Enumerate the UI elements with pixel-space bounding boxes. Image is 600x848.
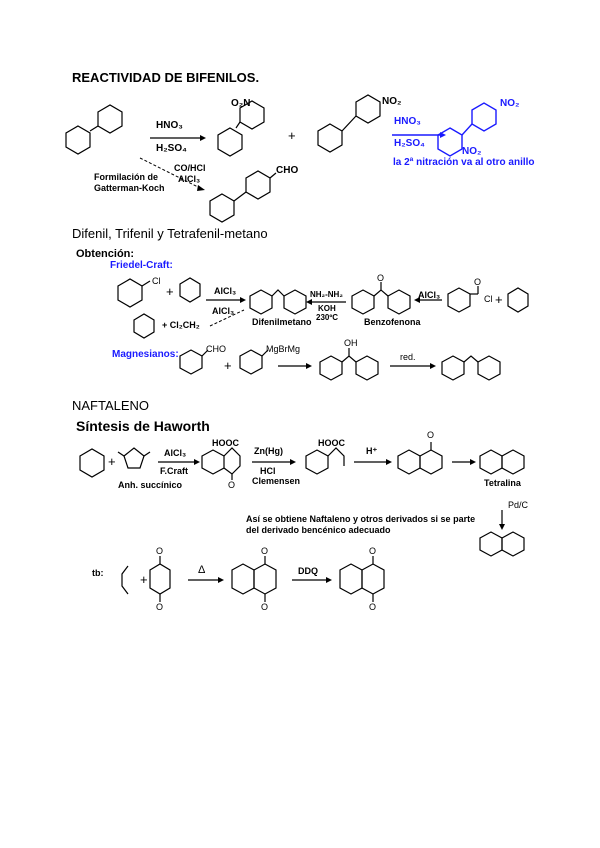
benzene-1-structure [180,278,200,302]
succinic-anhydride-structure [118,448,150,468]
label-no2-blue-2: NO₂ [462,146,482,157]
benzaldehyde-structure [180,350,208,374]
tetralone-structure [398,442,442,474]
reagent-co-hcl: CO/HCl [174,163,206,173]
label-o-keto: O [228,480,236,490]
label-benzofenona: Benzofenona [364,317,421,327]
reagent-alcl3-haworth: AlCl₃ [164,448,187,458]
label-o-q6: O [369,602,377,612]
label-mgbrmg: MgBrMg [266,344,301,354]
reagent-koh: KOH [318,304,336,313]
label-cl-1: Cl [152,276,161,286]
naphthalene-structure [480,532,524,556]
reagent-hcl: HCl [260,466,276,476]
label-formilacion: Formilación de [94,172,159,182]
reagent-znhg: Zn(Hg) [254,446,283,456]
label-o2n: O₂N [231,98,251,109]
label-red: red. [400,352,416,362]
plus-sign-2: + [166,284,174,299]
label-o-q1: O [156,546,164,556]
reagent-alcl3-fc2: AlCl₃ [212,306,235,316]
label-delta: Δ [198,564,206,576]
label-o-q5: O [369,546,377,556]
label-difenilmetano: Difenilmetano [252,317,312,327]
ketoacid-structure [202,448,240,480]
label-magnesianos: Magnesianos: [112,349,179,360]
reagent-pdc: Pd/C [508,500,529,510]
plus-sign-5: + [108,454,116,469]
biphenyl-carbaldehyde-structure [210,171,276,222]
diphenylmethane-2-structure [442,356,500,380]
benzophenone-structure [352,282,410,314]
label-tb: tb: [92,568,104,578]
section-title-metanos: Difenil, Trifenil y Tetrafenil-metano [72,226,268,241]
naphthoquinone-structure [340,556,384,602]
plus-sign-3: + [495,292,503,307]
section-title-naftaleno: NAFTALENO [72,398,150,413]
label-obtencion: Obtención: [76,248,135,260]
section-title-bifenilos: REACTIVIDAD DE BIFENILOS. [72,70,260,85]
nitrobiphenyl-para-structure [318,95,380,152]
note-naftaleno-1: Así se obtiene Naftaleno y otros derivados si se parte [246,514,476,524]
label-cho-2: CHO [206,344,226,354]
butadiene-structure [122,566,128,594]
label-hooc-1: HOOC [212,438,239,448]
reagent-hno3-2: HNO₃ [394,116,421,127]
note-naftaleno-2: del derivado bencénico adecuado [246,525,391,535]
note-second-nitration: la 2ª nitración va al otro anillo [393,157,535,168]
adduct-structure [232,556,276,602]
reagent-ddq: DDQ [298,566,318,576]
nitrobiphenyl-ortho-structure [218,101,264,156]
plus-sign-4: + [224,358,232,373]
benzoyl-chloride-structure [448,286,478,312]
label-gatterman: Gatterman-Koch [94,183,165,193]
benzyl-chloride-structure [118,279,150,307]
reagent-alcl3-gk: AlCl₃ [178,174,201,184]
reagent-h2so4-2: H₂SO₄ [394,138,425,149]
benzene-3-structure [508,288,528,312]
diphenylmethanol-structure [320,348,378,380]
label-hooc-2: HOOC [318,438,345,448]
label-cho-1: CHO [276,165,299,176]
phenylmagnesium-structure [240,350,268,374]
label-friedel-craft: Friedel-Craft: [110,260,173,271]
reagent-hno3-1: HNO₃ [156,120,183,131]
tetralin-structure [480,450,524,474]
diphenylmethane-structure [250,290,306,314]
reagent-hplus: H⁺ [366,446,378,456]
label-tetralina: Tetralina [484,478,521,488]
label-fcraft: F.Craft [160,466,189,476]
reagent-temp: 230ºC [316,313,339,322]
phenylbutanoic-acid-structure [306,448,344,474]
label-oh: OH [344,338,358,348]
benzene-2-structure [134,314,154,338]
label-clemensen: Clemensen [252,476,301,486]
label-no2-blue-1: NO₂ [500,98,520,109]
label-o-q4: O [261,602,269,612]
plus-sign-6: + [140,572,148,587]
label-o-tetralone: O [427,430,435,440]
reagent-hydrazine: NH₂-NH₂ [310,290,343,299]
label-no2-para: NO₂ [382,96,402,107]
label-o-q3: O [261,546,269,556]
reagent-alcl3-fc3: AlCl₃ [418,290,441,300]
label-anh-succinico: Anh. succínico [118,480,183,490]
subtitle-haworth: Síntesis de Haworth [76,418,210,434]
label-o-benzophenone: O [377,273,385,283]
label-o-q2: O [156,602,164,612]
label-o-benzoyl: O [474,277,482,287]
benzene-haworth-structure [80,449,104,477]
benzoquinone-structure [150,556,170,602]
reagent-h2so4-1: H₂SO₄ [156,143,187,154]
reagent-cl2ch2: + Cl₂CH₂ [162,320,200,330]
plus-sign-1: + [288,128,296,143]
biphenyl-structure [66,105,122,154]
reagent-alcl3-fc1: AlCl₃ [214,286,237,296]
label-cl-2: Cl [484,294,493,304]
